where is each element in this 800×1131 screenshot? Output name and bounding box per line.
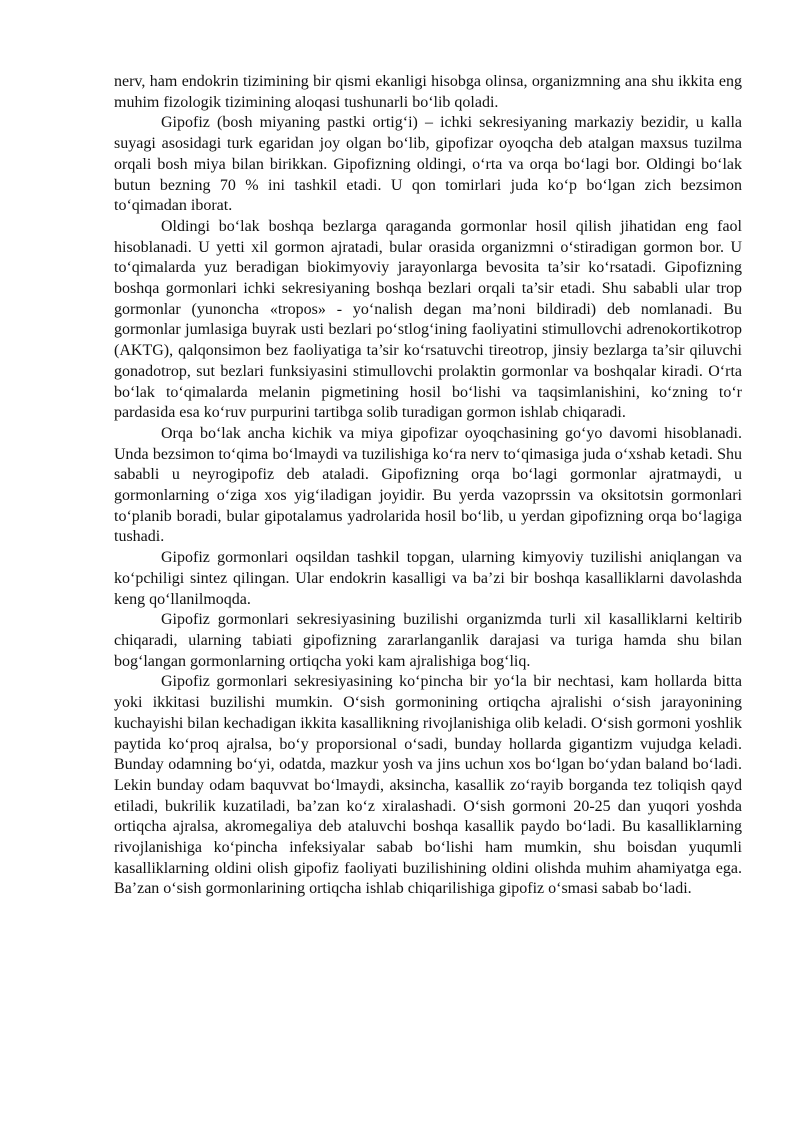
paragraph-growth-hormone: Gipofiz gormonlari sekresiyasining ko‘pincha bir yo‘la bir nechtasi, kam hollarda bitta yoki ikkitasi buzilishi mumkin. O‘sish gormonining ortiqcha ajralishi o‘sish jarayonining kuchayishi bilan kechadigan ikkita kasallikning rivojlanishiga olib keladi. O‘sish gormoni yoshlik paytida ko‘proq ajralsa, bo‘y proporsional o‘sadi, bunday hollarda gigantizm vujudga keladi. Bunday odamning bo‘yi, odatda, mazkur yosh va jins uchun xos bo‘lgan bo‘ydan baland bo‘ladi. Lekin bunday odam baquvvat bo‘lmaydi, aksincha, kasallik zo‘rayib borganda tez toliqish qayd etiladi, bukrilik kuzatiladi, ba’zan ko‘z xiralashadi. O‘sish gormoni 20-25 dan yuqori yoshda ortiqcha ajralsa, akromegaliya deb ataluvchi boshqa kasallik paydo bo‘ladi. Bu kasalliklarning rivojlanishiga ko‘pincha infeksiyalar sabab bo‘lishi ham mumkin, shu boisdan yuqumli kasalliklarning oldini olish gipofiz faoliyati buzilishining oldini olishda muhim ahamiyatga ega. Ba’zan o‘sish gormonlarining ortiqcha ishlab chiqarilishiga gipofiz o‘smasi sabab bo‘ladi. [114, 673, 742, 898]
paragraph-anterior-lobe: Oldingi bo‘lak boshqa bezlarga qaraganda gormonlar hosil qilish jihatidan eng faol hisoblanadi. U yetti xil gormon ajratadi, bular orasida organizmni o‘stiradigan gormon bor. U to‘qimalarda yuz beradigan biokimyoviy jarayonlarga bevosita ta’sir ko‘rsatadi. Gipofizning boshqa gormonlari ichki sekresiyaning boshqa bezlari orqali ta’sir etadi. Shu sababli ular trop gormonlar (yunoncha «tropos» - yo‘nalish degan ma’noni bildiradi) deb nomlanadi. Bu gormonlar jumlasiga buyrak usti bezlari po‘stlog‘ining faoliyatini stimullovchi adrenokortikotrop (AKTG), qalqonsimon bez faoliyatiga ta’sir ko‘rsatuvchi tireotrop, jinsiy bezlarga ta’sir qiluvchi gonadotrop, sut bezlari funksiyasini stimullovchi prolaktin gormonlar va boshqalar kiradi. O‘rta bo‘lak to‘qimalarda melanin pigmetining hosil bo‘lishi va taqsimlanishini, ko‘zning to‘r pardasida esa ko‘ruv purpurini tartibga solib turadigan gormon ishlab chiqaradi. [114, 217, 742, 422]
document-body [114, 72, 742, 900]
paragraph-secretion-disorders: Gipofiz gormonlari sekresiyasining buzilishi organizmda turli xil kasalliklarni keltirib chiqaradi, ularning tabiati gipofizning zararlanganlik darajasi va turiga hamda shu bilan bog‘langan gormonlarning ortiqcha yoki kam ajralishiga bog‘liq. [114, 611, 742, 670]
paragraph-posterior-lobe: Orqa bo‘lak ancha kichik va miya gipofizar oyoqchasining go‘yo davomi hisoblanadi. Unda bezsimon to‘qima bo‘lmaydi va tuzilishiga ko‘ra nerv to‘qimasiga juda o‘xshab ketadi. Shu sababli u neyrogipofiz deb ataladi. Gipofizning orqa bo‘lagi gormonlar ajratmaydi, u gormonlarning o‘ziga xos yig‘iladigan joyidir. Bu yerda vazoprssin va oksitotsin gormonlari to‘planib boradi, bular gipotalamus yadrolarida hosil bo‘lib, u yerdan gipofizning orqa bo‘lagiga tushadi. [114, 424, 742, 546]
paragraph-continuation: nerv, ham endokrin tizimining bir qismi ekanligi hisobga olinsa, organizmning ana shu ikkita eng muhim fizologik tizimining aloqasi tushunarli bo‘lib qoladi. [114, 73, 742, 111]
paragraph-hormone-structure: Gipofiz gormonlari oqsildan tashkil topgan, ularning kimyoviy tuzilishi aniqlangan va ko‘pchiligi sintez qilingan. Ular endokrin kasalligi va ba’zi bir boshqa kasalliklarni davolashda keng qo‘llanilmoqda. [114, 549, 742, 608]
paragraph-gipofiz-intro: Gipofiz (bosh miyaning pastki ortig‘i) – ichki sekresiyaning markaziy bezidir, u kalla suyagi asosidagi turk egaridan joy olgan bo‘lib, gipofizar oyoqcha deb atalgan maxsus tuzilma orqali bosh miya bilan birikkan. Gipofizning oldingi, o‘rta va orqa bo‘lagi bor. Oldingi bo‘lak butun bezning 70 % ini tashkil etadi. U qon tomirlari juda ko‘p bo‘lgan zich bezsimon to‘qimadan iborat. [114, 114, 742, 215]
